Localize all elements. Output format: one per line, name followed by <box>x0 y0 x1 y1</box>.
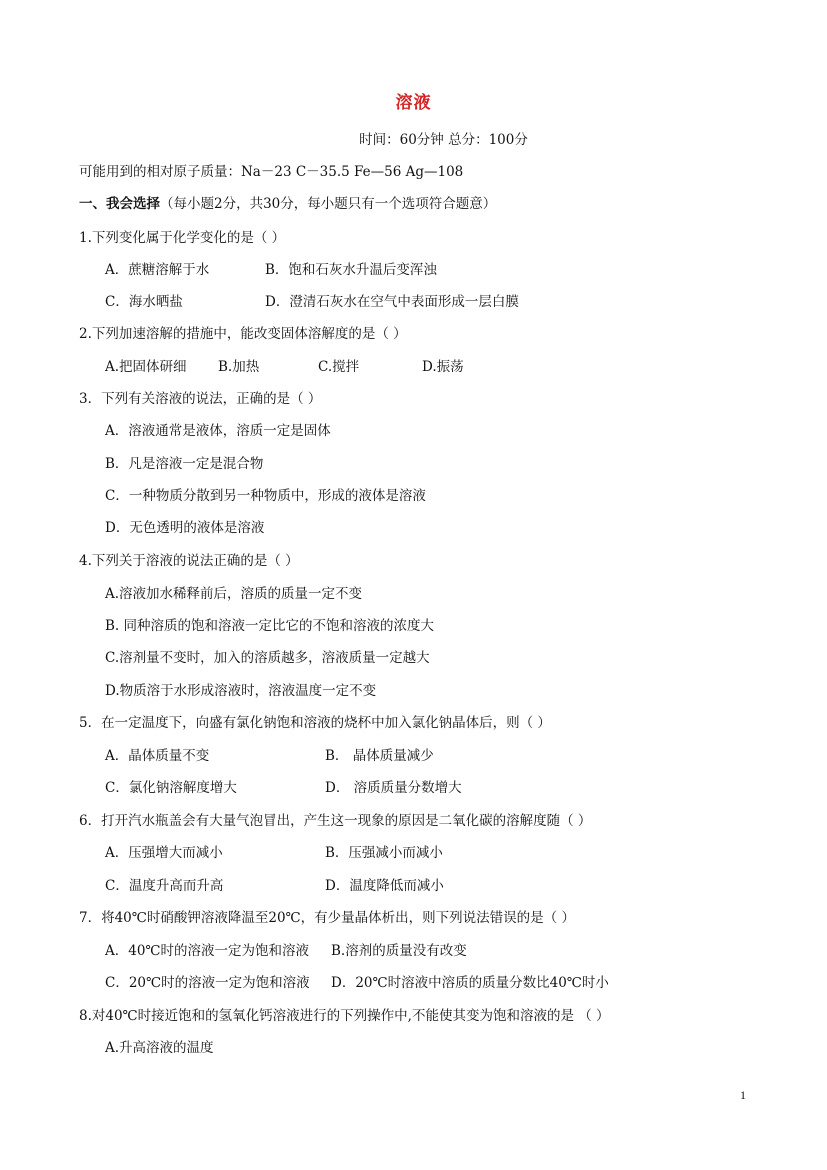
page-number: 1 <box>740 1088 746 1102</box>
question-7-stem: 7．将40℃时硝酸钾溶液降温至20℃，有少量晶体析出，则下列说法错误的是（ ） <box>79 910 575 926</box>
question-4-option-b: B. 同种溶质的饱和溶液一定比它的不饱和溶液的浓度大 <box>105 618 435 634</box>
question-5-option-c: C．氯化钠溶解度增大 <box>105 780 237 796</box>
question-6-options-row-1 <box>105 843 443 863</box>
question-5-stem: 5．在一定温度下，向盛有氯化钠饱和溶液的烧杯中加入氯化钠晶体后，则（ ） <box>79 715 551 731</box>
question-1-options-row-1 <box>105 260 437 280</box>
question-1-option-c: C．海水晒盐 <box>105 294 183 310</box>
page-title: 溶液 <box>395 93 432 113</box>
question-8-stem: 8.对40℃时接近饱和的氢氧化钙溶液进行的下列操作中,不能使其变为饱和溶液的是 （ ） <box>79 1008 610 1024</box>
question-7-options-row-1 <box>105 941 467 961</box>
question-6-option-d: D．温度降低而减小 <box>325 878 444 894</box>
question-5-option-d: D． 溶质质量分数增大 <box>325 780 462 796</box>
question-6-option-b: B．压强减小而减小 <box>325 845 443 861</box>
question-3-option-c: C．一种物质分散到另一种物质中，形成的液体是溶液 <box>105 488 426 504</box>
question-6-options-row-2 <box>105 876 444 896</box>
question-5-option-a: A．晶体质量不变 <box>105 748 210 764</box>
question-4-option-d: D.物质溶于水形成溶液时，溶液温度一定不变 <box>105 683 377 699</box>
question-7-option-c: C．20℃时的溶液一定为饱和溶液 <box>105 975 310 991</box>
question-3-option-d: D．无色透明的液体是溶液 <box>105 520 265 536</box>
question-2-option-c: C.搅拌 <box>318 359 360 375</box>
question-3-option-b: B．凡是溶液一定是混合物 <box>105 456 264 472</box>
question-6-option-c: C．温度升高而升高 <box>105 878 224 894</box>
question-2-options <box>105 357 464 377</box>
question-5-options-row-2 <box>105 778 462 798</box>
question-3-stem: 3．下列有关溶液的说法，正确的是（ ） <box>79 391 322 407</box>
question-2-option-a: A.把固体研细 <box>105 359 187 375</box>
section-title: 一、我会选择 <box>79 196 160 212</box>
question-6-option-a: A．压强增大而减小 <box>105 845 223 861</box>
question-8-option-a: A.升高溶液的温度 <box>105 1040 214 1056</box>
question-5-option-b: B． 晶体质量减少 <box>325 748 434 764</box>
section-heading <box>79 194 496 214</box>
atomic-masses: 可能用到的相对原子质量：Na－23 C－35.5 Fe—56 Ag—108 <box>79 164 464 180</box>
question-4-option-a: A.溶液加水稀释前后，溶质的质量一定不变 <box>105 586 363 602</box>
question-2-option-d: D.振荡 <box>422 359 464 375</box>
question-1-option-d: D．澄清石灰水在空气中表面形成一层白膜 <box>265 294 519 310</box>
section-note: （每小题2分，共30分，每小题只有一个选项符合题意） <box>160 196 497 212</box>
question-7-option-b: B.溶剂的质量没有改变 <box>331 943 467 959</box>
question-1-option-b: B．饱和石灰水升温后变浑浊 <box>265 262 437 278</box>
question-1-option-a: A．蔗糖溶解于水 <box>105 262 210 278</box>
question-4-option-c: C.溶剂量不变时，加入的溶质越多，溶液质量一定越大 <box>105 650 430 666</box>
question-4-stem: 4.下列关于溶液的说法正确的是（ ） <box>79 553 299 569</box>
question-6-stem: 6．打开汽水瓶盖会有大量气泡冒出，产生这一现象的原因是二氧化碳的溶解度随（ ） <box>79 813 592 829</box>
question-3-option-a: A．溶液通常是液体，溶质一定是固体 <box>105 423 331 439</box>
question-1-stem: 1.下列变化属于化学变化的是（ ） <box>79 230 286 246</box>
question-2-stem: 2.下列加速溶解的措施中，能改变固体溶解度的是（ ） <box>79 326 407 342</box>
question-7-option-a: A．40℃时的溶液一定为饱和溶液 <box>105 943 310 959</box>
question-7-option-d: D．20℃时溶液中溶质的质量分数比40℃时小 <box>331 975 609 991</box>
question-2-option-b: B.加热 <box>218 359 260 375</box>
question-5-options-row-1 <box>105 746 434 766</box>
question-1-options-row-2 <box>105 292 519 312</box>
exam-meta: 时间：60分钟 总分：100分 <box>359 132 528 148</box>
question-7-options-row-2 <box>105 973 609 993</box>
